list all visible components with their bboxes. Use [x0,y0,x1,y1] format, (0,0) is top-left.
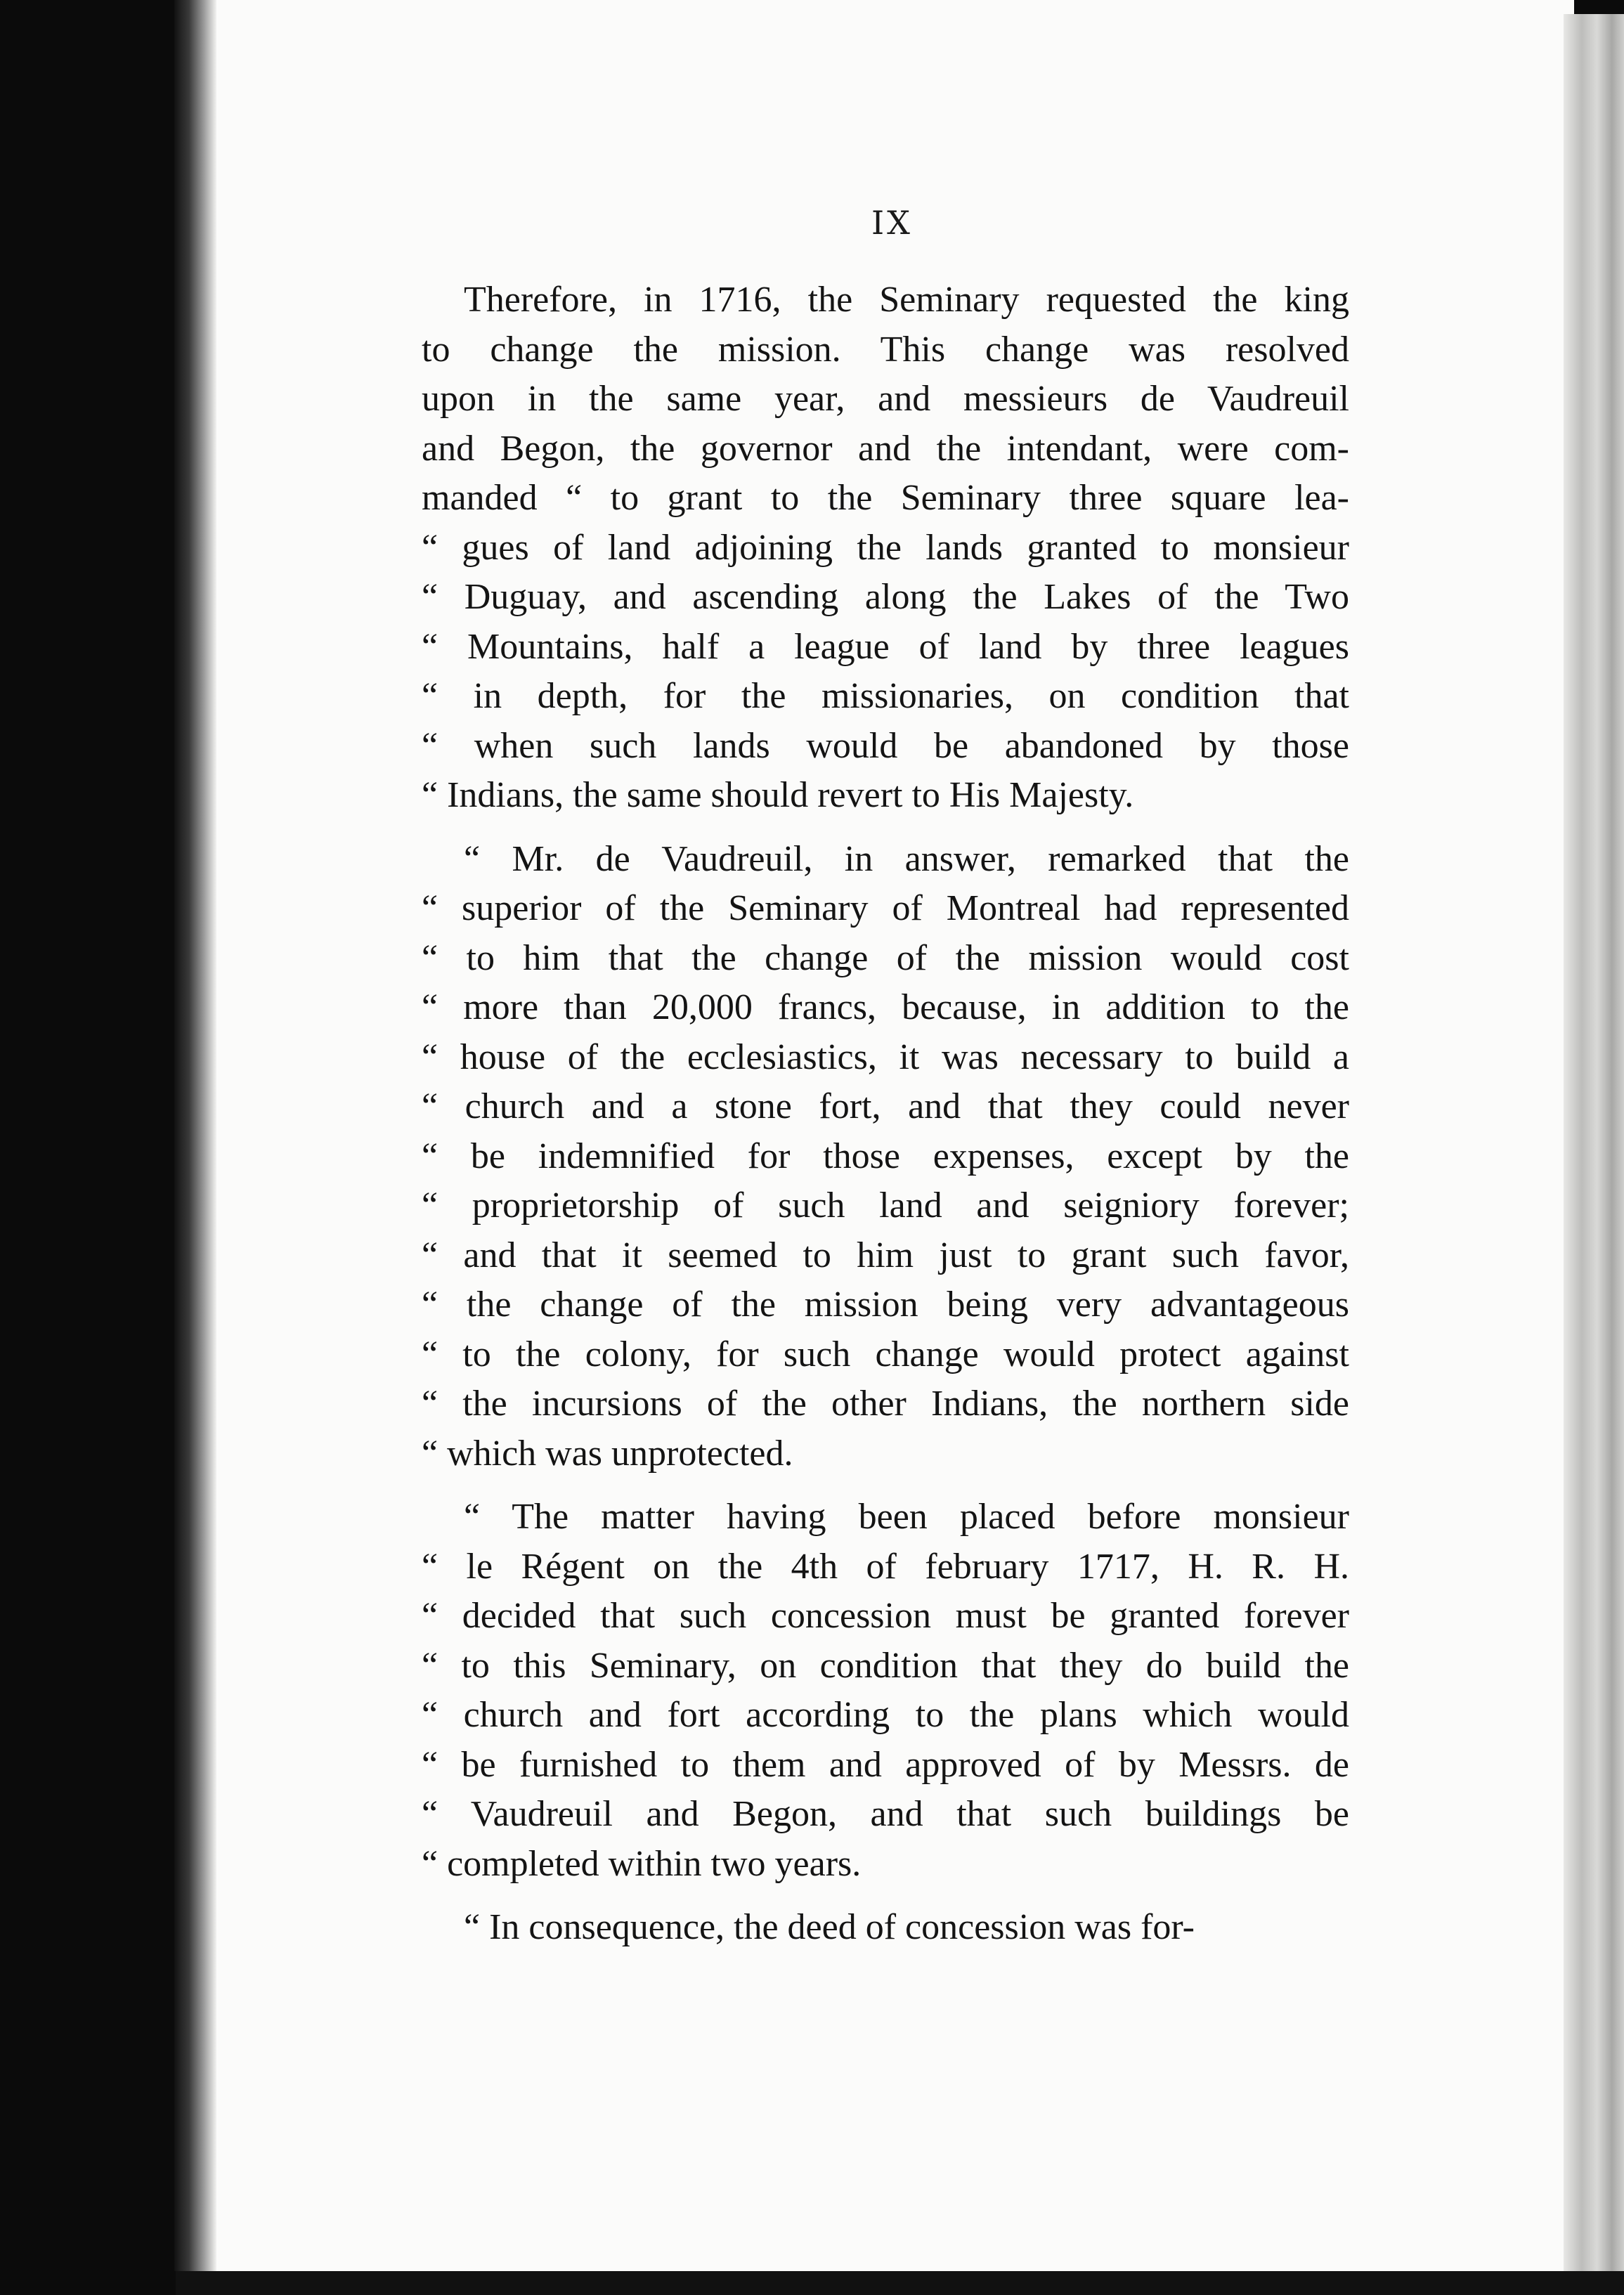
text-line: and Begon, the governor and the intendant, were com- [422,428,1349,469]
text-line: “ be indemnified for those expenses, except by the [422,1136,1349,1176]
text-line: “ The matter having been placed before monsieur [464,1497,1349,1537]
paragraph [422,275,1349,821]
text-line: “ In consequence, the deed of concession was for- [464,1907,1195,1947]
text-line: “ when such lands would be abandoned by those [422,725,1349,766]
text-line: “ to this Seminary, on condition that they do build the [422,1645,1349,1686]
text-line: to change the mission. This change was resolved [422,329,1349,370]
paragraph [422,835,1349,1479]
scan-bottom-edge [176,2271,1624,2295]
text-line: “ church and fort according to the plans which would [422,1695,1349,1735]
text-line: “ in depth, for the missionaries, on condition that [422,676,1349,716]
text-line: “ and that it seemed to him just to grant such favor, [422,1235,1349,1275]
text-line: “ superior of the Seminary of Montreal had represented [422,888,1349,928]
text-line: manded “ to grant to the Seminary three square lea- [422,478,1349,518]
text-line: “ be furnished to them and approved of by Messrs. de [422,1744,1349,1785]
paragraph [422,1493,1349,1889]
text-line: “ completed within two years. [422,1843,862,1884]
paragraph [422,1903,1349,1953]
text-line: “ church and a stone fort, and that they could never [422,1086,1349,1126]
text-line: “ decided that such concession must be granted forever [422,1596,1349,1636]
text-line: “ Vaudreuil and Begon, and that such buildings be [422,1794,1349,1834]
text-line: “ more than 20,000 francs, because, in addition to the [422,987,1349,1027]
text-line: “ proprietorship of such land and seigniory forever; [422,1185,1349,1225]
page-number: IX [871,204,913,242]
text-line: “ the change of the mission being very advantageous [422,1285,1349,1325]
text-line: “ Mountains, half a league of land by three leagues [422,626,1349,667]
text-line: “ Indians, the same should revert to His Majesty. [422,775,1134,815]
text-line: “ Mr. de Vaudreuil, in answer, remarked that the [464,838,1349,879]
text-line: “ house of the ecclesiastics, it was necessary to build a [422,1036,1349,1077]
text-line: “ le Régent on the 4th of february 1717, H. R. H. [422,1546,1349,1587]
text-line: “ to the colony, for such change would protect against [422,1334,1349,1374]
text-line: Therefore, in 1716, the Seminary requested the king [464,280,1349,320]
text-line: “ the incursions of the other Indians, the northern side [422,1384,1349,1424]
text-line: “ to him that the change of the mission would cost [422,937,1349,978]
book-binding-shadow [174,0,216,2271]
text-line: “ which was unprotected. [422,1433,793,1474]
text-line: “ gues of land adjoining the lands granted to monsieur [422,527,1349,568]
text-line: “ Duguay, and ascending along the Lakes of the Two [422,577,1349,617]
page-edge-stack [1564,14,1624,2295]
text-line: upon in the same year, and messieurs de Vaudreuil [422,379,1349,419]
body-text [422,275,1349,1953]
